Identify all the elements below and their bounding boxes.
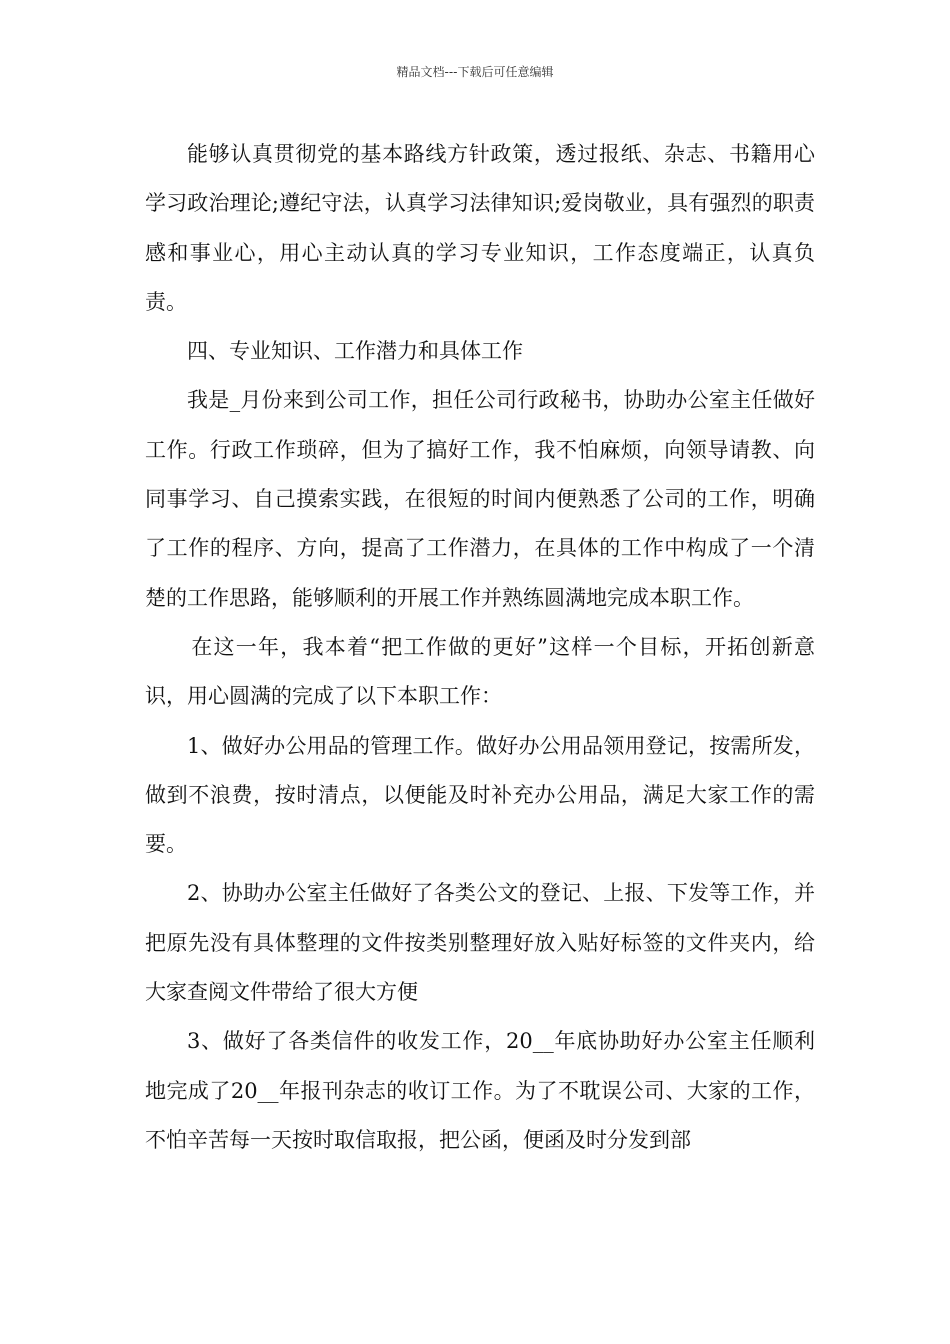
section-heading: 四、专业知识、工作潜力和具体工作 [187,339,523,364]
paragraph-political-attitude: 能够认真贯彻党的基本路线方针政策，透过报纸、杂志、书籍用心学习政治理论;遵纪守法，认真学习法律知识;爱岗敬业，具有强烈的职责感和事业心，用心主动认真的学习专业知识，工作态度端正，认真负责。 [145,142,815,314]
paragraph-work-intro: 我是_月份来到公司工作，担任公司行政秘书，协助办公室主任做好工作。行政工作琐碎，但为了搞好工作，我不怕麻烦，向领导请教、向同事学习、自己摸索实践，在很短的时间内便熟悉了公司的工作，明确了工作的程序、方向，提高了工作潜力，在具体的工作中构成了一个清楚的工作思路，能够顺利的开展工作并熟练圆满地完成本职工作。 [145,388,815,610]
paragraph-item-2: 2、协助办公室主任做好了各类公文的登记、上报、下发等工作，并把原先没有具体整理的文件按类别整理好放入贴好标签的文件夹内，给大家查阅文件带给了很大方便 [145,881,815,1005]
document-body [145,130,815,1165]
paragraph-item-1: 1、做好办公用品的管理工作。做好办公用品领用登记，按需所发，做到不浪费，按时清点，以便能及时补充办公用品，满足大家工作的需要。 [145,733,815,857]
page-header: 精品文档---下载后可任意编辑 [396,65,554,79]
paragraph-year-goal: 在这一年，我本着“把工作做的更好”这样一个目标，开拓创新意识，用心圆满的完成了以下本职工作： [145,634,815,709]
paragraph-item-3: 3、做好了各类信件的收发工作，20__年底协助好办公室主任顺利地完成了20__年报刊杂志的收订工作。为了不耽误公司、大家的工作，不怕辛苦每一天按时取信取报，把公函，便函及时分发到部 [145,1029,815,1152]
